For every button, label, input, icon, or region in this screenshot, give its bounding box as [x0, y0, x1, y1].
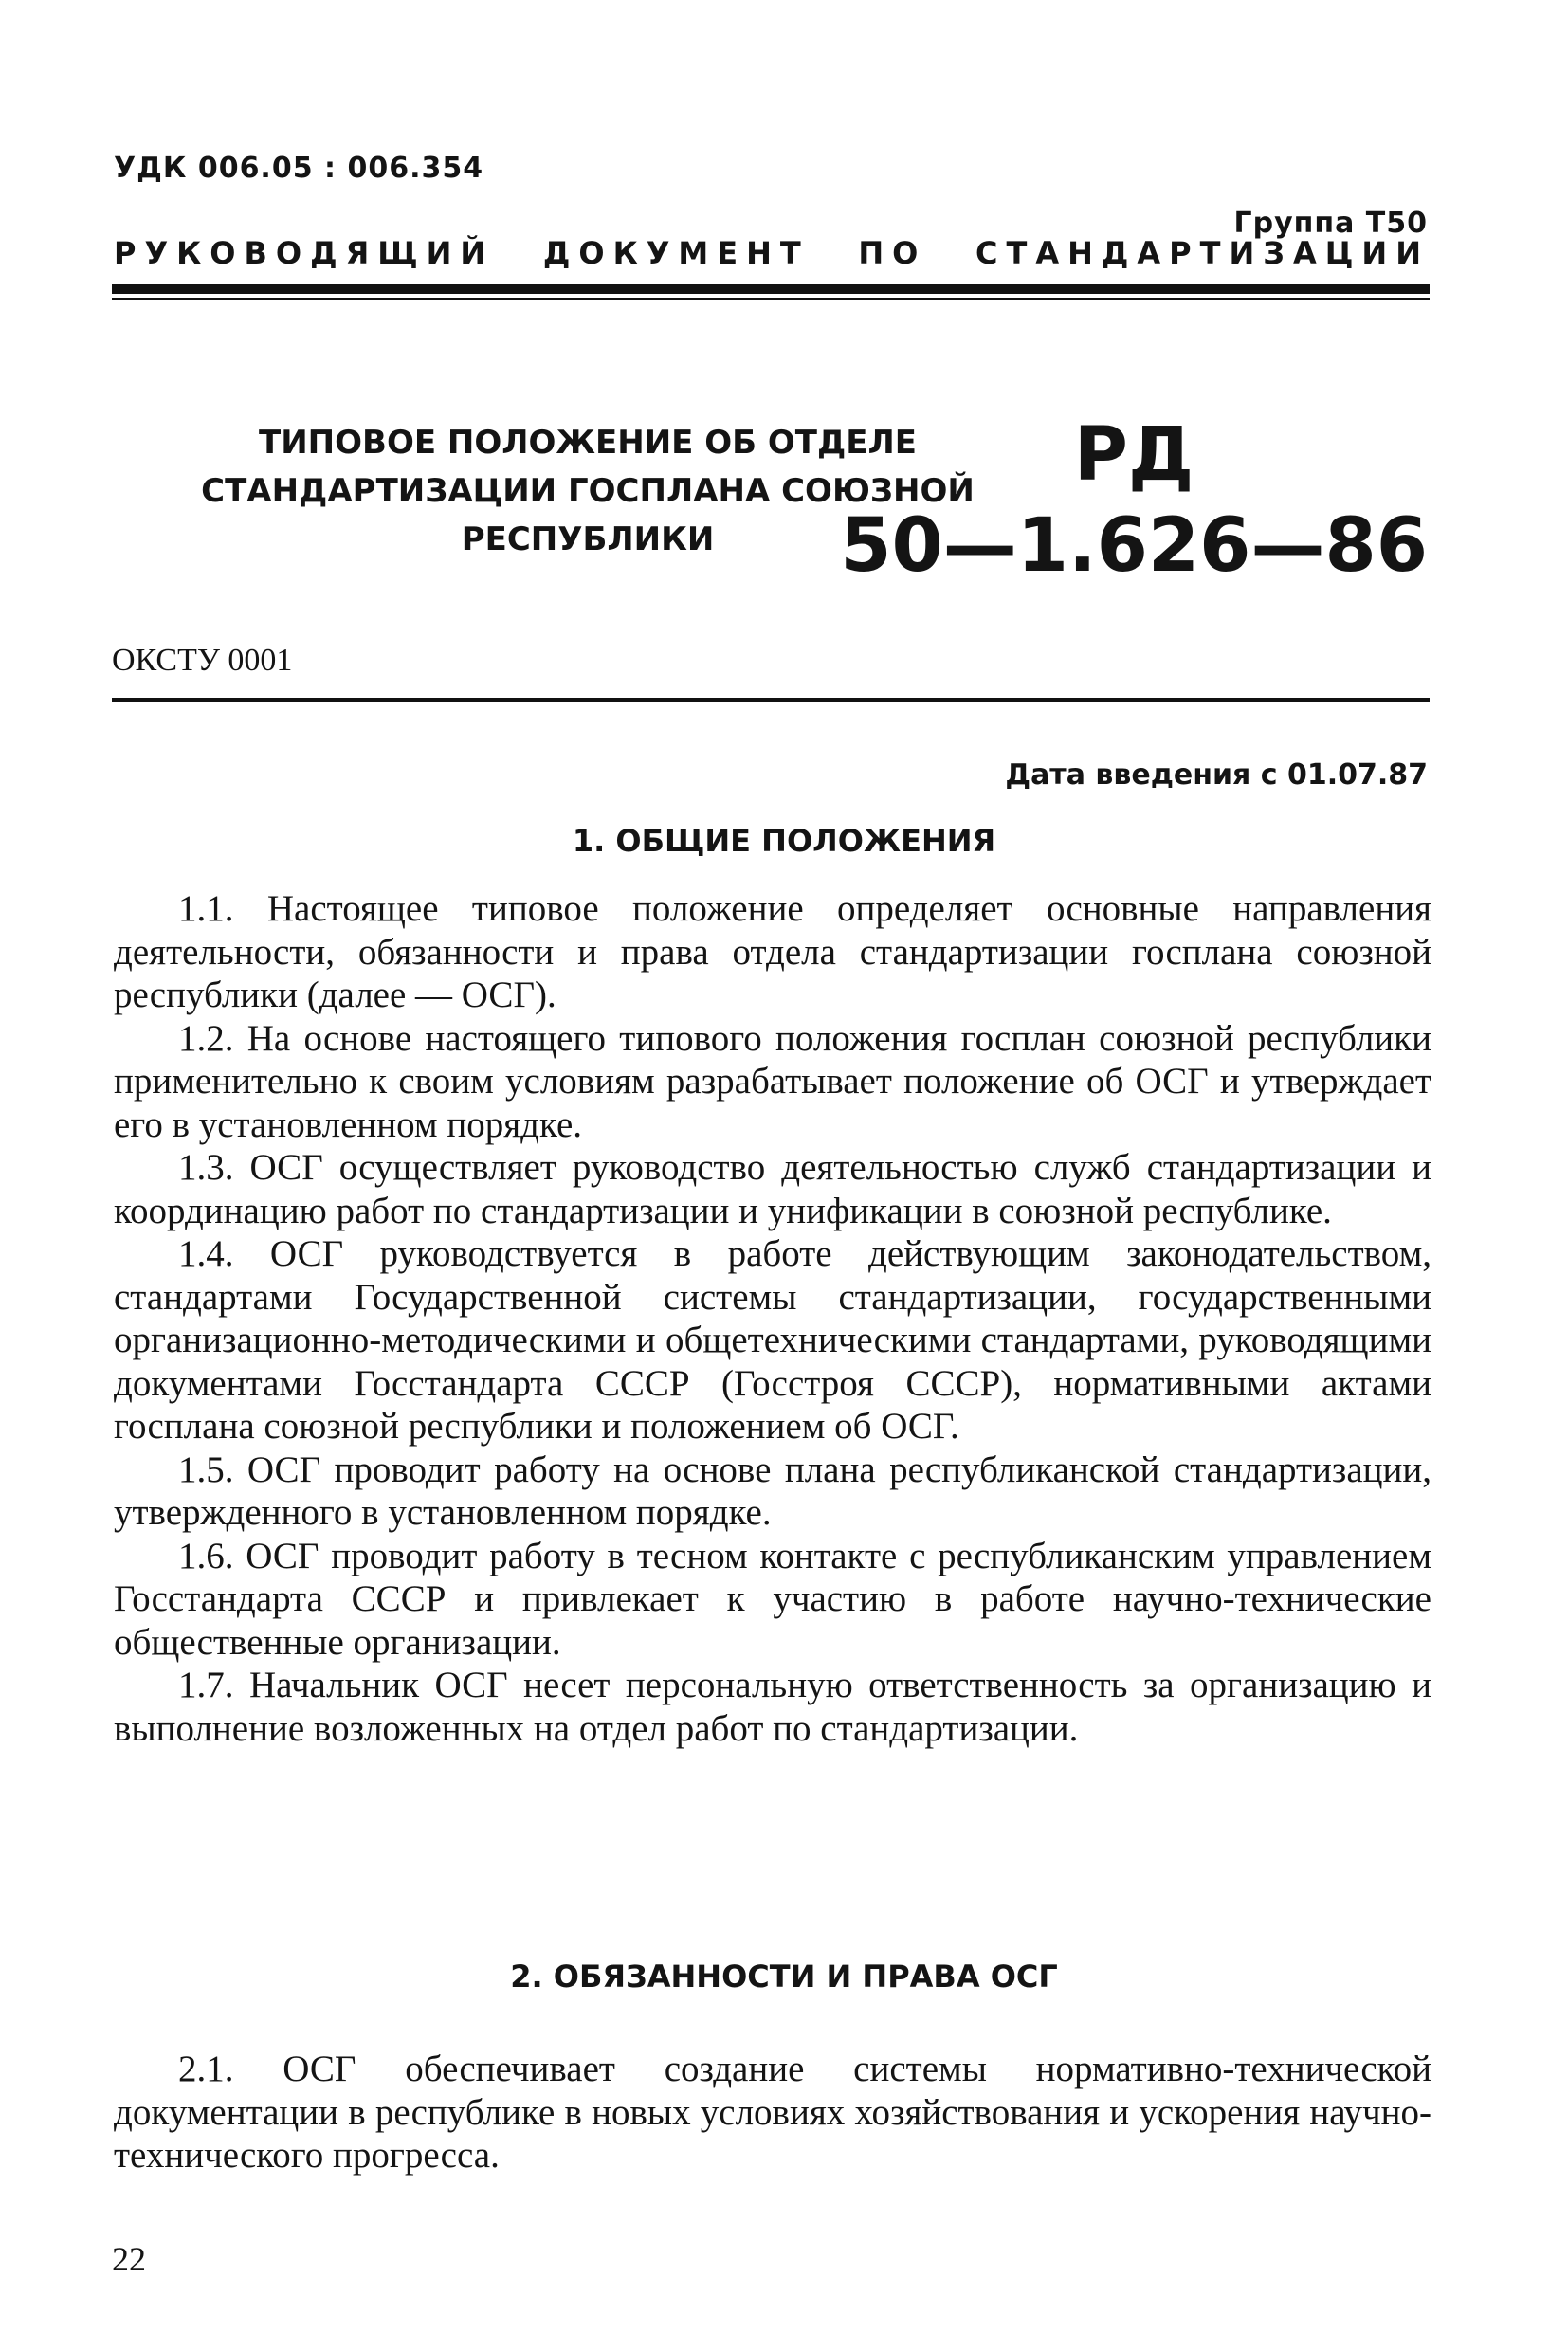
document-type-banner — [114, 235, 1430, 271]
document-code-prefix: РД — [1073, 412, 1194, 498]
paragraph: 1.4. ОСГ руководствуется в работе действующим законодательством, стандартами Государственной системы стандартизации, государственными организационно-методическими и общетехническими стандартами, руководящими документами Госстандарта СССР (Госстроя СССР), нормативными актами госплана союзной республики и положением об ОСГ. — [114, 1233, 1431, 1447]
header-rule-thin — [112, 298, 1430, 300]
paragraph: 1.7. Начальник ОСГ несет персональную ответственность за организацию и выполнение возложенных на отдел работ по стандартизации. — [114, 1665, 1431, 1749]
udk-code: УДК 006.05 : 006.354 — [114, 152, 484, 185]
header-rule-thick — [112, 284, 1430, 294]
paragraph: 1.2. На основе настоящего типового положения госплан союзной республики применительно к своим условиям разрабатывает положение об ОСГ и утверждает его в установленном порядке. — [114, 1017, 1431, 1145]
doc-type-word: ДОКУМЕНТ — [542, 235, 810, 271]
doc-type-word: РУКОВОДЯЩИЙ — [114, 235, 495, 271]
paragraph: 2.1. ОСГ обеспечивает создание системы нормативно-технической документации в республике в новых условиях хозяйствования и ускорения научно-технического прогресса. — [114, 2049, 1431, 2176]
title-line: СТАНДАРТИЗАЦИИ ГОСПЛАНА СОЮЗНОЙ — [201, 472, 975, 510]
doc-type-word: ПО — [858, 235, 927, 271]
paragraph: 1.6. ОСГ проводит работу в тесном контакте с республиканским управлением Госстандарта СССР и привлекает к участию в работе научно-технические общественные организации. — [114, 1535, 1431, 1663]
introduction-date: Дата введения с 01.07.87 — [1005, 758, 1428, 792]
title-line: РЕСПУБЛИКИ — [461, 520, 715, 558]
page-number: 22 — [112, 2240, 146, 2278]
document-code — [840, 410, 1428, 592]
paragraph: 1.5. ОСГ проводит работу на основе плана республиканской стандартизации, утвержденного в установленном порядке. — [114, 1449, 1431, 1533]
section-title: 2. ОБЯЗАННОСТИ И ПРАВА ОСГ — [510, 1959, 1058, 1995]
section-body — [114, 887, 1431, 1750]
section-title: 1. ОБЩИЕ ПОЛОЖЕНИЯ — [572, 823, 996, 859]
title-rule — [112, 698, 1430, 702]
document-code-number: 50—1.626—86 — [840, 503, 1428, 589]
oksty-code: ОКСТУ 0001 — [112, 643, 293, 678]
title-line: ТИПОВОЕ ПОЛОЖЕНИЕ ОБ ОТДЕЛЕ — [259, 424, 917, 462]
group-code: Группа Т50 — [1233, 207, 1428, 240]
section-body — [114, 2048, 1431, 2178]
paragraph: 1.3. ОСГ осуществляет руководство деятельностью служб стандартизации и координацию работ по стандартизации и унификации в союзной республике. — [114, 1147, 1431, 1231]
doc-type-word: СТАНДАРТИЗАЦИИ — [975, 235, 1430, 271]
paragraph: 1.1. Настоящее типовое положение определяет основные направления деятельности, обязанности и права отдела стандартизации госплана союзной республики (далее — ОСГ). — [114, 888, 1431, 1015]
